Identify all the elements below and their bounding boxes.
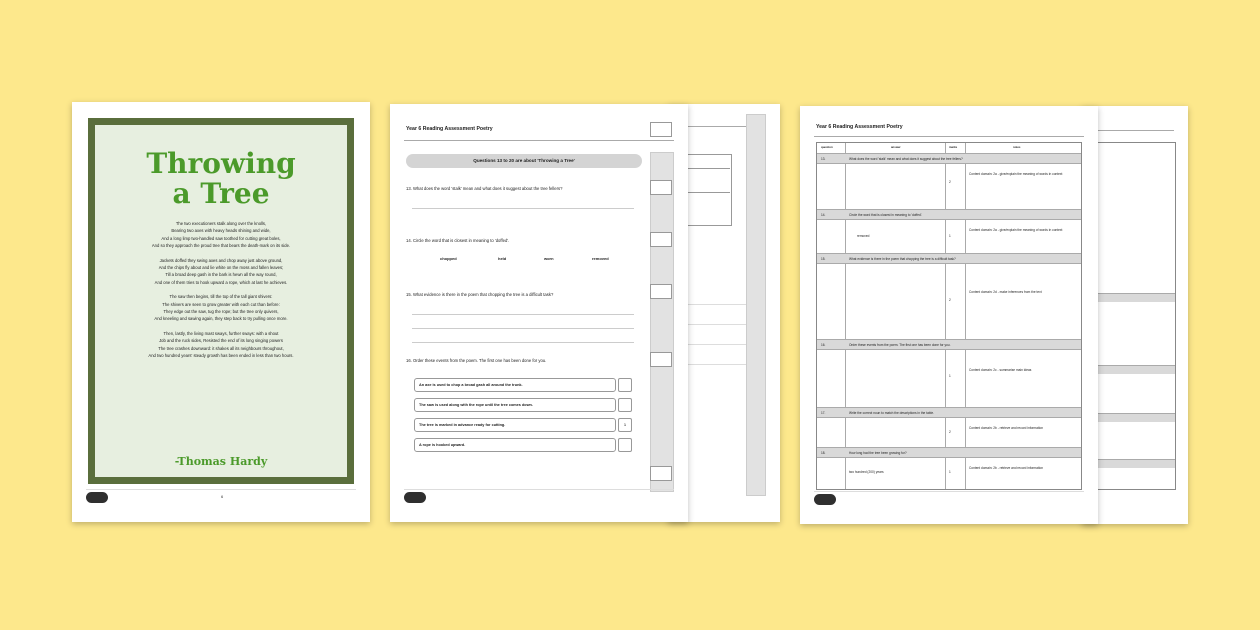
total-marks-box[interactable]	[650, 122, 672, 137]
order-box-filled[interactable]: 1	[618, 418, 632, 432]
poem-line: The tree crashes downward: it shakes all its neighbours throughout,	[158, 345, 284, 351]
answer-line[interactable]	[412, 342, 634, 343]
poem-body	[109, 220, 333, 360]
question-13: 13. What does the word 'stalk' mean and what does it suggest about the tree fellers?	[406, 186, 563, 191]
poem-line: Bearing two axes with heavy heads shining and wide,	[171, 228, 271, 234]
marks-box-q13[interactable]	[650, 180, 672, 195]
table-row: 13. What does the word 'stalk' mean and what does it suggest about the tree fellers?	[817, 153, 1081, 164]
poem-line: And the chips fly about and lie white on the moss and fallen leaves;	[158, 265, 284, 271]
poem-title-line1: Throwing	[146, 147, 296, 180]
order-box[interactable]	[618, 438, 632, 452]
col-marks: marks	[949, 145, 958, 149]
poem-page	[72, 102, 370, 522]
marks-box-q16[interactable]	[650, 352, 672, 367]
page-number: 6	[221, 494, 224, 499]
poem-line: Jackets doffed they swing axes and chop away just above ground,	[159, 257, 283, 263]
table-row: 15. What evidence is there in the poem that chopping the tree is a difficult task?	[817, 253, 1081, 264]
marks-box-q14[interactable]	[650, 232, 672, 247]
poem-illustration-frame	[88, 118, 354, 484]
word-option[interactable]: chopped	[440, 256, 457, 261]
question-page	[390, 104, 688, 522]
order-item: The tree is marked in advance ready for cutting.	[414, 418, 616, 432]
poem-line: Then, lastly, the living mast sways, further sways: with a shout	[163, 330, 279, 336]
page-footer	[814, 491, 1084, 510]
publisher-logo-icon	[814, 494, 836, 505]
poem-line: And a long limp two-handled saw toothed for cutting great boles,	[161, 235, 281, 241]
table-row: 16. Order these events from the poem. The first one has been done for you.	[817, 339, 1081, 350]
poem-line: And one of them tries to hook upward a rope, which at last he achieves.	[154, 279, 288, 285]
order-item: The saw is used along with the rope until the tree comes down.	[414, 398, 616, 412]
poem-line: The shivers are seen to grow greater with each cut than before:	[162, 301, 280, 307]
marks-sidebar	[650, 152, 674, 492]
publisher-logo-icon	[86, 492, 108, 503]
marks-box-bottom[interactable]	[650, 466, 672, 481]
marks-box-q15[interactable]	[650, 284, 672, 299]
page-footer	[86, 489, 356, 508]
poem-line: And kneeling and sawing again, they step back to try pulling once more.	[154, 316, 288, 322]
poem-background	[95, 125, 347, 477]
poem-author: -Thomas Hardy	[174, 455, 268, 468]
order-item: A rope is hooked upward.	[414, 438, 616, 452]
col-answer: answer	[891, 145, 901, 149]
mark-scheme-table	[816, 142, 1082, 490]
question-16: 16. Order these events from the poem. The first one has been done for you.	[406, 358, 547, 363]
word-option[interactable]: removed	[592, 256, 609, 261]
table-row: removed 1 Content domain: 2a - give/explain the meaning of words in context	[817, 219, 1081, 254]
order-box[interactable]	[618, 378, 632, 392]
question-14: 14. Circle the word that is closest in meaning to 'doffed'.	[406, 238, 510, 243]
table-row: 2 Content domain: 2d - make inferences from the text	[817, 263, 1081, 340]
table-row: 1 Content domain: 2c - summarise main ideas	[817, 349, 1081, 408]
page-header: Year 6 Reading Assessment Poetry	[406, 126, 493, 132]
poem-line: The two executioners stalk along over the knolls,	[175, 221, 267, 226]
word-option[interactable]: worn	[544, 256, 554, 261]
page-footer	[404, 489, 674, 508]
publisher-logo-icon	[404, 492, 426, 503]
order-box[interactable]	[618, 398, 632, 412]
table-row: 18. How long had the tree been growing for?	[817, 447, 1081, 458]
question-15: 15. What evidence is there in the poem that chopping the tree is a difficult task?	[406, 292, 554, 297]
table-row: 2 Content domain: 2b - retrieve and record information	[817, 417, 1081, 448]
answer-line[interactable]	[412, 314, 634, 315]
page-header: Year 6 Reading Assessment Poetry	[816, 124, 903, 130]
poem-line: Job and the ruck sides, Resisted the end of its long singing powers	[159, 338, 283, 344]
col-question: question	[821, 145, 833, 149]
table-row: 14. Circle the word that is closest in meaning to 'doffed'.	[817, 209, 1081, 220]
table-row: 17. Write the correct noun to match the descriptions in the table.	[817, 407, 1081, 418]
poem-title-line2: a Tree	[172, 177, 270, 210]
poem-line: They edge out the saw, tug the rope; but the tree only quivers,	[163, 309, 279, 315]
table-row: 2 Content domain: 2a - give/explain the meaning of words in context	[817, 163, 1081, 210]
questions-banner: Questions 13 to 20 are about 'Throwing a Tree'	[406, 154, 642, 168]
back-marks-sidebar	[746, 114, 766, 496]
poem-line: And two hundred years' steady growth has been ended in less than two hours.	[148, 353, 294, 359]
word-option[interactable]: held	[498, 256, 507, 261]
answer-line[interactable]	[412, 208, 634, 209]
poem-line: The saw then begins, till the top of the tall giant shivers:	[169, 294, 273, 300]
order-item: An axe is used to chop a broad gash all around the trunk.	[414, 378, 616, 392]
answer-line[interactable]	[412, 328, 634, 329]
poem-line: And so they approach the proud tree that bears the death-mark on its side.	[151, 243, 291, 249]
table-row: two hundred (200) years 1 Content domain: 2b - retrieve and record information	[817, 457, 1081, 489]
col-notes: notes	[1013, 145, 1021, 149]
poem-line: Till a broad deep gash in the bark is hewn all the way round,	[165, 272, 277, 278]
mark-scheme-page	[800, 106, 1098, 524]
